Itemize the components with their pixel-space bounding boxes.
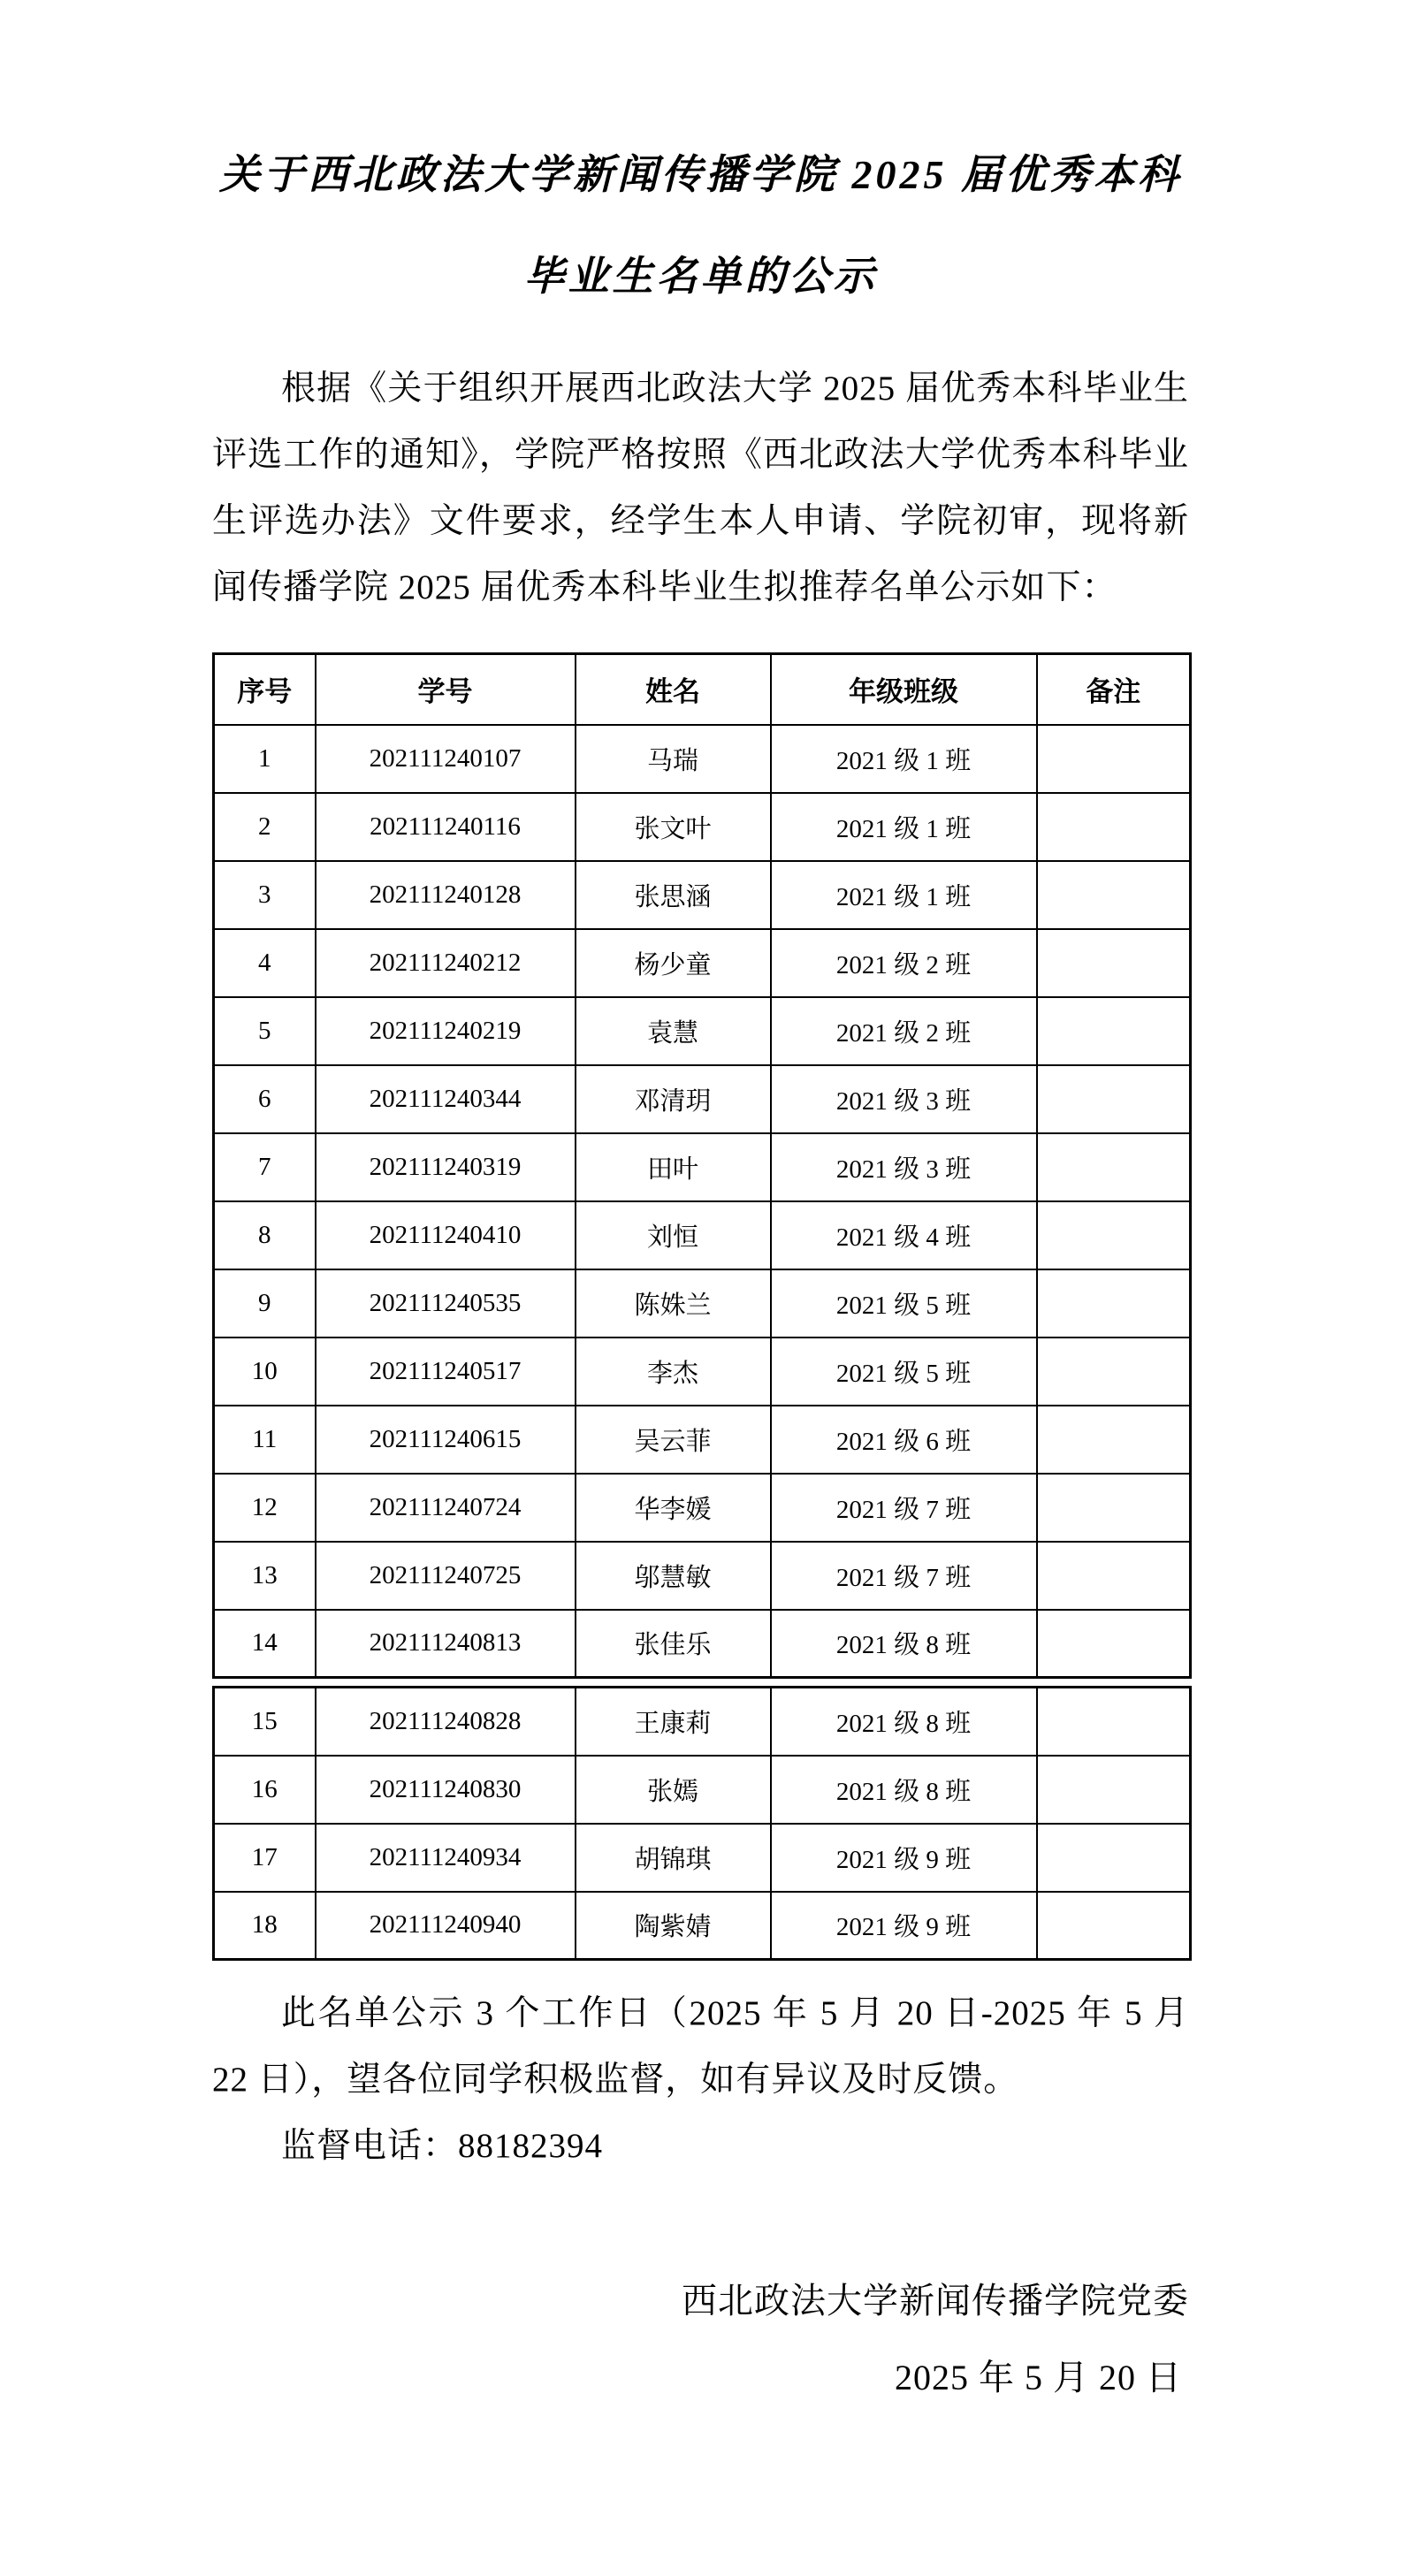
cell-remark	[1037, 1474, 1191, 1542]
table-row	[214, 1201, 1191, 1269]
cell-no: 13	[214, 1542, 316, 1610]
header-class: 年级班级	[771, 654, 1037, 725]
cell-remark	[1037, 793, 1191, 861]
cell-remark	[1037, 1688, 1191, 1756]
cell-remark	[1037, 1133, 1191, 1201]
cell-no: 14	[214, 1610, 316, 1678]
cell-remark	[1037, 1824, 1191, 1892]
cell-no: 17	[214, 1824, 316, 1892]
graduates-table-part2	[212, 1686, 1192, 1961]
cell-no: 5	[214, 997, 316, 1065]
cell-remark	[1037, 1406, 1191, 1474]
cell-class: 2021 级 9 班	[771, 1824, 1037, 1892]
cell-student-id: 202111240212	[316, 929, 576, 997]
table-header-row	[214, 654, 1191, 725]
cell-name: 张嫣	[576, 1756, 771, 1824]
cell-class: 2021 级 6 班	[771, 1406, 1037, 1474]
cell-student-id: 202111240107	[316, 725, 576, 793]
cell-no: 18	[214, 1892, 316, 1960]
cell-remark	[1037, 997, 1191, 1065]
cell-remark	[1037, 1610, 1191, 1678]
cell-name: 张佳乐	[576, 1610, 771, 1678]
cell-no: 7	[214, 1133, 316, 1201]
cell-class: 2021 级 3 班	[771, 1133, 1037, 1201]
cell-class: 2021 级 7 班	[771, 1542, 1037, 1610]
cell-remark	[1037, 861, 1191, 929]
cell-class: 2021 级 8 班	[771, 1610, 1037, 1678]
cell-name: 马瑞	[576, 725, 771, 793]
table-row	[214, 861, 1191, 929]
intro-paragraph: 根据《关于组织开展西北政法大学 2025 届优秀本科毕业生评选工作的通知》，学院严格按照《西北政法大学优秀本科毕业生评选办法》文件要求，经学生本人申请、学院初审，现将新闻传播学院 2025 届优秀本科毕业生拟推荐名单公示如下：	[212, 370, 1189, 606]
cell-student-id: 202111240940	[316, 1892, 576, 1960]
cell-name: 张思涵	[576, 861, 771, 929]
table-row	[214, 1133, 1191, 1201]
cell-no: 9	[214, 1269, 316, 1338]
table-row	[214, 1688, 1191, 1756]
cell-name: 陈姝兰	[576, 1269, 771, 1338]
cell-name: 邓清玥	[576, 1065, 771, 1133]
signature-date: 2025 年 5 月 20 日	[895, 2358, 1182, 2397]
table-row	[214, 1065, 1191, 1133]
cell-remark	[1037, 1201, 1191, 1269]
table-row	[214, 1892, 1191, 1960]
table-row	[214, 997, 1191, 1065]
cell-no: 1	[214, 725, 316, 793]
cell-student-id: 202111240615	[316, 1406, 576, 1474]
cell-remark	[1037, 1542, 1191, 1610]
table-row	[214, 793, 1191, 861]
cell-student-id: 202111240128	[316, 861, 576, 929]
table-row	[214, 1824, 1191, 1892]
cell-remark	[1037, 1269, 1191, 1338]
table-row	[214, 1542, 1191, 1610]
cell-name: 刘恒	[576, 1201, 771, 1269]
cell-student-id: 202111240319	[316, 1133, 576, 1201]
cell-no: 10	[214, 1338, 316, 1406]
cell-remark	[1037, 1338, 1191, 1406]
cell-class: 2021 级 3 班	[771, 1065, 1037, 1133]
cell-no: 15	[214, 1688, 316, 1756]
table-row	[214, 1269, 1191, 1338]
cell-no: 12	[214, 1474, 316, 1542]
cell-name: 张文叶	[576, 793, 771, 861]
cell-student-id: 202111240219	[316, 997, 576, 1065]
cell-class: 2021 级 2 班	[771, 929, 1037, 997]
header-student-id: 学号	[316, 654, 576, 725]
cell-student-id: 202111240830	[316, 1756, 576, 1824]
cell-name: 袁慧	[576, 997, 771, 1065]
cell-no: 2	[214, 793, 316, 861]
cell-student-id: 202111240724	[316, 1474, 576, 1542]
cell-name: 陶紫婧	[576, 1892, 771, 1960]
table-row	[214, 929, 1191, 997]
cell-name: 华李媛	[576, 1474, 771, 1542]
cell-no: 8	[214, 1201, 316, 1269]
cell-student-id: 202111240813	[316, 1610, 576, 1678]
table-row	[214, 1406, 1191, 1474]
table-body-part1	[214, 725, 1191, 1678]
cell-class: 2021 级 1 班	[771, 793, 1037, 861]
cell-student-id: 202111240828	[316, 1688, 576, 1756]
cell-class: 2021 级 4 班	[771, 1201, 1037, 1269]
signature-org: 西北政法大学新闻传播学院党委	[682, 2281, 1189, 2321]
cell-no: 16	[214, 1756, 316, 1824]
cell-student-id: 202111240410	[316, 1201, 576, 1269]
header-remark: 备注	[1037, 654, 1191, 725]
cell-student-id: 202111240535	[316, 1269, 576, 1338]
cell-class: 2021 级 7 班	[771, 1474, 1037, 1542]
cell-remark	[1037, 725, 1191, 793]
cell-remark	[1037, 929, 1191, 997]
cell-class: 2021 级 8 班	[771, 1756, 1037, 1824]
cell-remark	[1037, 1756, 1191, 1824]
cell-student-id: 202111240725	[316, 1542, 576, 1610]
cell-class: 2021 级 9 班	[771, 1892, 1037, 1960]
cell-class: 2021 级 8 班	[771, 1688, 1037, 1756]
supervision-phone: 监督电话：88182394	[281, 2127, 604, 2165]
cell-class: 2021 级 5 班	[771, 1269, 1037, 1338]
cell-no: 6	[214, 1065, 316, 1133]
closing-paragraph: 此名单公示 3 个工作日（2025 年 5 月 20 日-2025 年 5 月 22 日），望各位同学积极监督，如有异议及时反馈。	[212, 1994, 1189, 2099]
graduates-table-part1	[212, 652, 1192, 1679]
cell-class: 2021 级 1 班	[771, 725, 1037, 793]
cell-student-id: 202111240517	[316, 1338, 576, 1406]
cell-class: 2021 级 5 班	[771, 1338, 1037, 1406]
cell-remark	[1037, 1892, 1191, 1960]
cell-class: 2021 级 1 班	[771, 861, 1037, 929]
cell-class: 2021 级 2 班	[771, 997, 1037, 1065]
cell-name: 杨少童	[576, 929, 771, 997]
cell-name: 王康莉	[576, 1688, 771, 1756]
cell-no: 11	[214, 1406, 316, 1474]
cell-name: 田叶	[576, 1133, 771, 1201]
cell-no: 4	[214, 929, 316, 997]
cell-name: 李杰	[576, 1338, 771, 1406]
cell-student-id: 202111240344	[316, 1065, 576, 1133]
cell-name: 胡锦琪	[576, 1824, 771, 1892]
table-row	[214, 1338, 1191, 1406]
table-row	[214, 1756, 1191, 1824]
cell-no: 3	[214, 861, 316, 929]
table-row	[214, 1610, 1191, 1678]
cell-name: 邬慧敏	[576, 1542, 771, 1610]
table-body-part2	[214, 1688, 1191, 1960]
cell-student-id: 202111240934	[316, 1824, 576, 1892]
page-title: 关于西北政法大学新闻传播学院 2025 届优秀本科毕业生名单的公示	[219, 152, 1182, 299]
header-no: 序号	[214, 654, 316, 725]
cell-name: 吴云菲	[576, 1406, 771, 1474]
cell-remark	[1037, 1065, 1191, 1133]
cell-student-id: 202111240116	[316, 793, 576, 861]
table-row	[214, 725, 1191, 793]
table-row	[214, 1474, 1191, 1542]
header-name: 姓名	[576, 654, 771, 725]
